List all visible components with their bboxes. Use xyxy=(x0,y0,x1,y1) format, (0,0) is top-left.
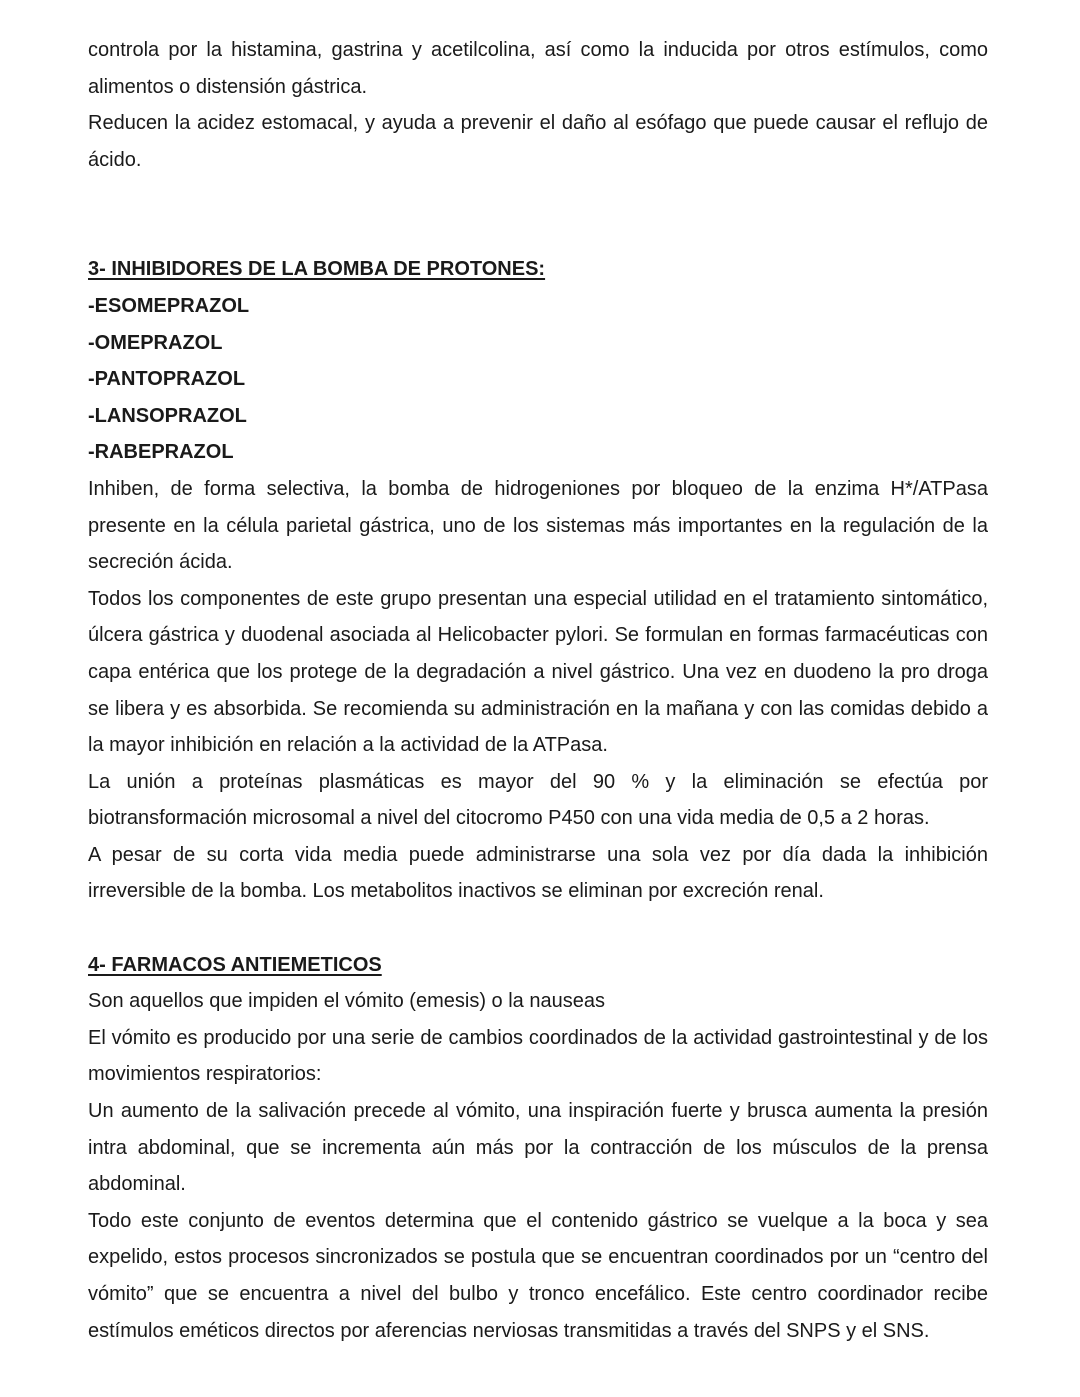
drug-pantoprazol: -PANTOPRAZOL xyxy=(88,368,246,391)
drug-omeprazol: -OMEPRAZOL xyxy=(88,331,223,354)
section-3-paragraph-3: La unión a proteínas plasmáticas es mayor del 90 % y la eliminación se efectúa por biotransformación microsomal a nivel del citocromo P450 con una vida media de 0,5 a 2 horas. xyxy=(88,770,988,830)
section-3-heading: 3- INHIBIDORES DE LA BOMBA DE PROTONES: xyxy=(88,258,546,281)
drug-lansoprazol: -LANSOPRAZOL xyxy=(88,404,247,427)
section-4-paragraph-4: Todo este conjunto de eventos determina que el contenido gástrico se vuelque a la boca y sea expelido, estos procesos sincronizados se postula que se encuentran coordinados por un “centro del vómito” que se encuentra a nivel del bulbo y tronco encefálico. Este centro coordinador recibe estímulos eméticos directos por aferencias nerviosas transmitidas a través del SNPS y el SNS. xyxy=(88,1209,988,1342)
document-page xyxy=(88,32,988,1349)
section-4-paragraph-2: El vómito es producido por una serie de cambios coordinados de la actividad gastrointestinal y de los movimientos respiratorios: xyxy=(88,1026,988,1086)
section-3-paragraph-2: Todos los componentes de este grupo presentan una especial utilidad en el tratamiento sintomático, úlcera gástrica y duodenal asociada al Helicobacter pylori. Se formulan en formas farmacéuticas con capa entérica que los protege de la degradación a nivel gástrico. Una vez en duodeno la pro droga se libera y es absorbida. Se recomienda su administración en la mañana y con las comidas debido a la mayor inhibición en relación a la actividad de la ATPasa. xyxy=(88,587,988,757)
section-3-paragraph-1: Inhiben, de forma selectiva, la bomba de hidrogeniones por bloqueo de la enzima H*/ATPasa presente en la célula parietal gástrica, uno de los sistemas más importantes en la regulación de la secreción ácida. xyxy=(88,477,988,574)
intro-paragraph-1: controla por la histamina, gastrina y acetilcolina, así como la inducida por otros estímulos, como alimentos o distensión gástrica. xyxy=(88,39,988,98)
drug-rabeprazol: -RABEPRAZOL xyxy=(88,441,234,464)
section-3-paragraph-4: A pesar de su corta vida media puede administrarse una sola vez por día dada la inhibición irreversible de la bomba. Los metabolitos inactivos se eliminan por excreción renal. xyxy=(88,843,988,903)
section-spacer xyxy=(88,178,988,251)
drug-esomeprazol: -ESOMEPRAZOL xyxy=(88,294,250,317)
section-4-paragraph-1: Son aquellos que impiden el vómito (emesis) o la nauseas xyxy=(88,990,605,1013)
section-4-heading: 4- FARMACOS ANTIEMETICOS xyxy=(88,953,382,976)
intro-paragraph-2: Reducen la acidez estomacal, y ayuda a prevenir el daño al esófago que puede causar el reflujo de ácido. xyxy=(88,112,988,171)
section-4-paragraph-3: Un aumento de la salivación precede al vómito, una inspiración fuerte y brusca aumenta la presión intra abdominal, que se incrementa aún más por la contracción de los músculos de la prensa abdominal. xyxy=(88,1100,988,1196)
section-spacer xyxy=(88,910,988,947)
